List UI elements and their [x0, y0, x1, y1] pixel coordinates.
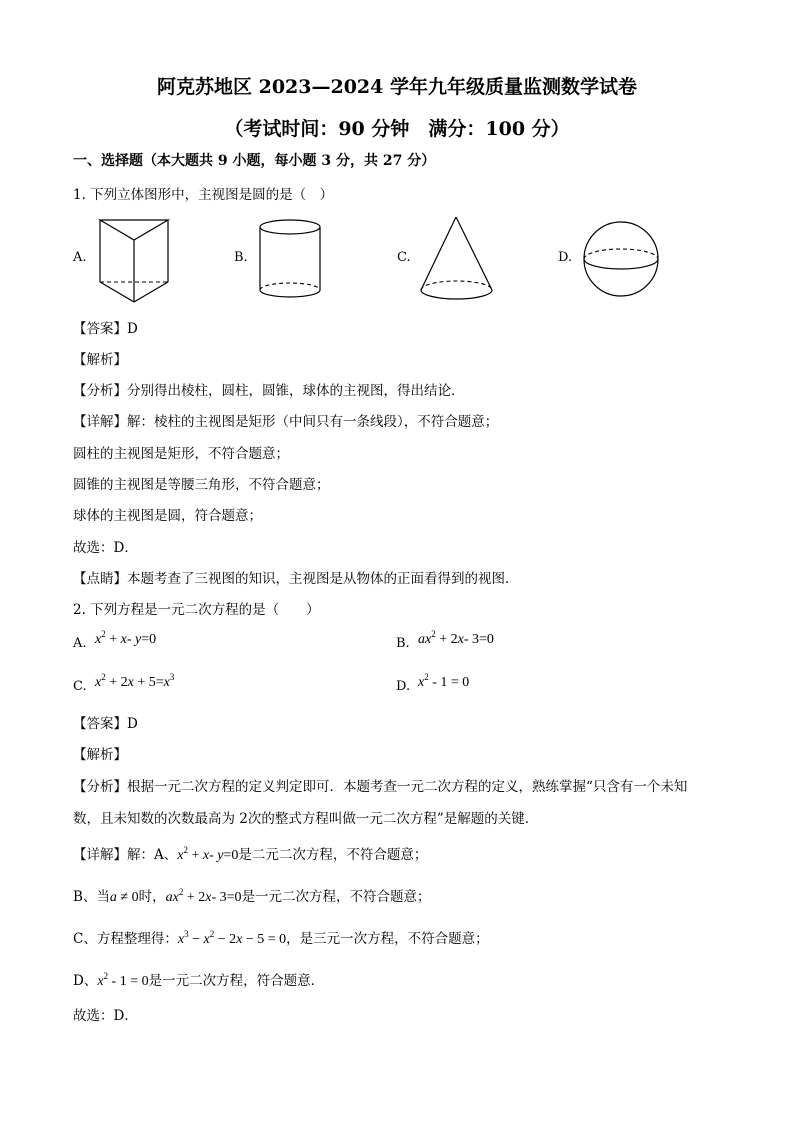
- section-heading: 一、选择题（本大题共 9 小题，每小题 3 分，共 27 分）: [73, 153, 436, 169]
- q1-analysis-label: 【解析】: [73, 352, 127, 368]
- cone-figure: [418, 214, 498, 304]
- q2-option-c-equation: $x^2 + 2x + 5=x^3$: [95, 672, 175, 690]
- cylinder-figure: [256, 218, 324, 302]
- q2-detail-d-suffix: 是一元二次方程，符合题意．: [148, 973, 325, 989]
- q1-detail-line: 球体的主视图是圆，符合题意；: [73, 508, 262, 524]
- q2-option-a-label: A.: [73, 636, 87, 651]
- q2-option-d-equation: $x^2 - 1 = 0$: [418, 672, 470, 690]
- q2-analysis-label: 【解析】: [73, 747, 127, 763]
- q2-detail-c-prefix: C、方程整理得：: [73, 931, 178, 947]
- q2-detail-b-prefix: B、当: [73, 889, 110, 905]
- q1-answer: 【答案】D: [73, 321, 138, 337]
- q1-detail-line: 圆柱的主视图是矩形，不符合题意；: [73, 446, 289, 462]
- q2-option-d-label: D.: [396, 679, 411, 694]
- q2-detail-a-suffix: 是二元二次方程，不符合题意；: [238, 847, 428, 863]
- q2-detail-a-prefix: 【详解】解：A、: [73, 847, 178, 863]
- q1-fenxi: 【分析】分别得出棱柱，圆柱，圆锥，球体的主视图，得出结论．: [73, 383, 465, 399]
- q1-option-a-label: A.: [73, 250, 87, 265]
- q2-fenxi-line: 【分析】根据一元二次方程的定义判定即可．本题考查一元二次方程的定义，熟练掌握“只含有一个未知: [73, 779, 688, 795]
- q2-option-a-equation: $x^2 + x-$ y=0: [95, 629, 157, 647]
- q1-option-d-label: D.: [558, 250, 573, 265]
- q2-detail-d: [73, 969, 324, 990]
- page-subtitle: （考试时间：90 分钟 满分：100 分）: [224, 118, 570, 140]
- q2-detail-a: [73, 843, 427, 864]
- q1-option-b-label: B.: [234, 250, 248, 265]
- triangular-prism-figure: [94, 216, 176, 306]
- q1-stem: 1. 下列立体图形中，主视图是圆的是（ ）: [73, 187, 334, 203]
- q2-detail-b-condition: a ≠ 0: [109, 890, 139, 905]
- q2-option-b-label: B.: [396, 636, 410, 651]
- q2-choice: 故选：D．: [73, 1008, 138, 1024]
- q2-fenxi-line: 数，且未知数的次数最高为 2次的整式方程叫做一元二次方程”是解题的关键．: [73, 811, 539, 827]
- q2-detail-b: [73, 885, 431, 906]
- q2-detail-b-mid: 时，: [138, 889, 166, 905]
- q1-option-c-label: C.: [397, 250, 411, 265]
- q2-detail-c: [73, 927, 489, 948]
- q1-choice: 故选：D．: [73, 540, 138, 556]
- sphere-figure: [582, 220, 662, 300]
- q1-dianjing: 【点睛】本题考查了三视图的知识，主视图是从物体的正面看得到的视图．: [73, 571, 519, 587]
- q2-option-b-equation: $ax^2 + 2x-$ 3=0: [418, 629, 494, 647]
- q1-detail-line: 圆锥的主视图是等腰三角形，不符合题意；: [73, 477, 330, 493]
- q2-detail-a-equation: $x^2 + x-$ y=0: [177, 845, 239, 863]
- q2-detail-d-prefix: D、: [73, 973, 98, 989]
- q2-answer: 【答案】D: [73, 716, 138, 732]
- q2-detail-c-equation: $x^3 - x^2 - 2x - 5 = 0$: [177, 929, 287, 947]
- q2-detail-b-equation: $ax^2 + 2x-$ 3=0: [165, 887, 242, 905]
- q2-option-c-label: C.: [73, 679, 87, 694]
- q2-detail-c-suffix: ，是三元一次方程，不符合题意；: [286, 931, 489, 947]
- q2-detail-d-equation: $x^2 - 1 = 0$: [97, 971, 149, 989]
- q2-stem: 2. 下列方程是一元二次方程的是（ ）: [73, 602, 320, 618]
- q1-detail-line: 【详解】解：棱柱的主视图是矩形（中间只有一条线段），不符合题意；: [73, 414, 499, 430]
- page-title: 阿克苏地区 2023—2024 学年九年级质量监测数学试卷: [157, 76, 637, 98]
- q2-detail-b-suffix: 是一元二次方程，不符合题意；: [241, 889, 431, 905]
